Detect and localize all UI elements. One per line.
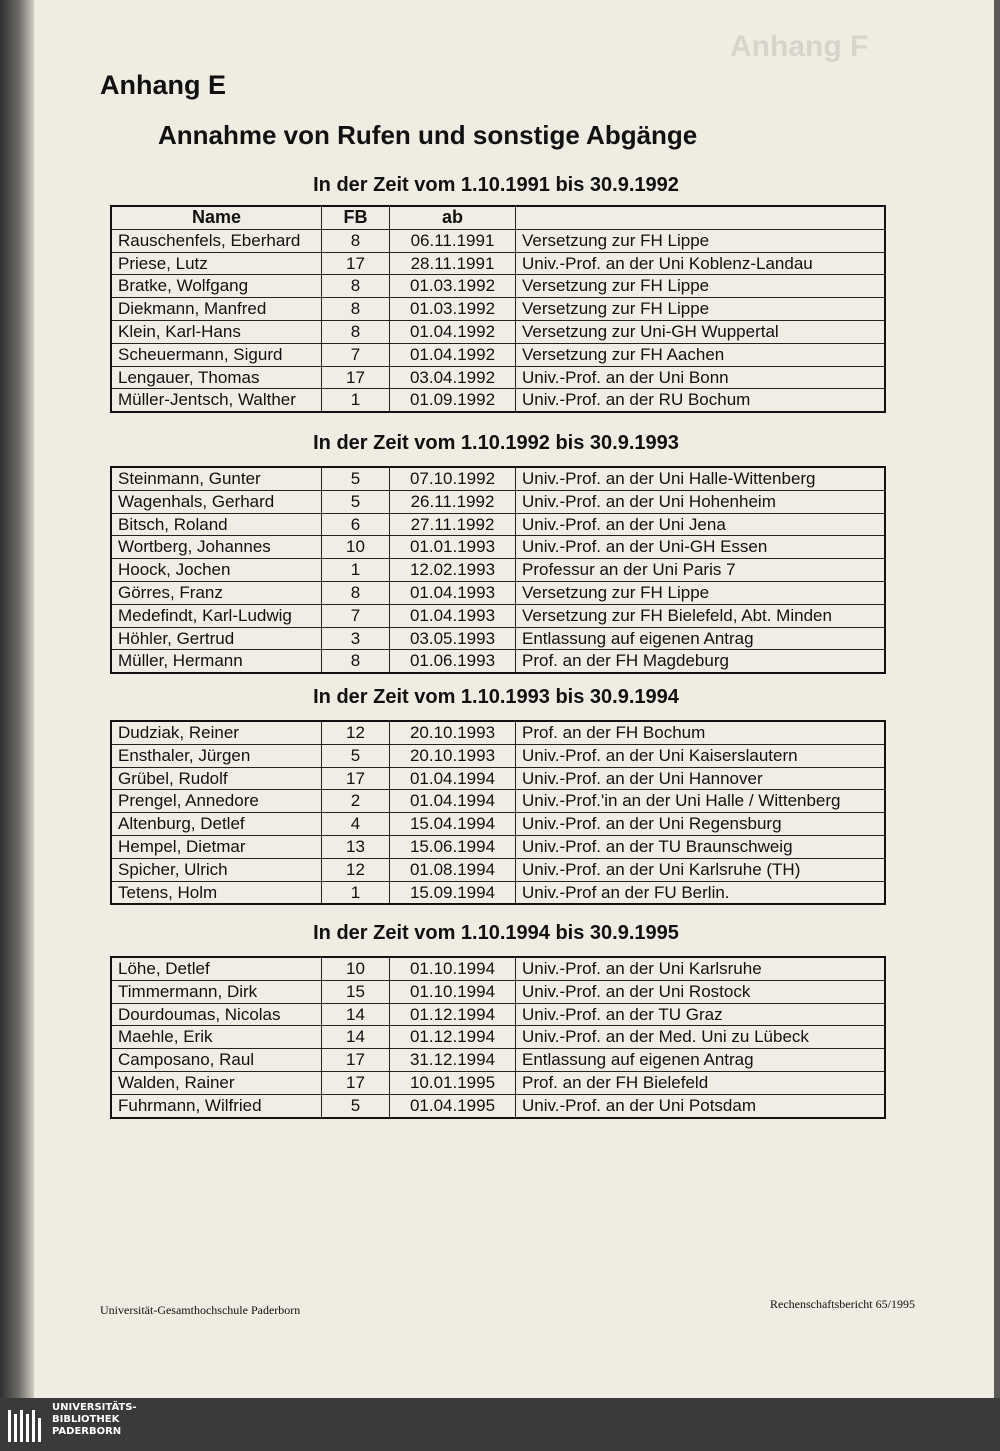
cell-name: Lengauer, Thomas [112,367,322,389]
cell-date: 01.12.1994 [390,1004,516,1026]
cell-note: Univ.-Prof. an der Uni Rostock [522,981,751,1001]
cell-note: Univ.-Prof. an der RU Bochum [522,390,751,410]
cell-name: Wagenhals, Gerhard [112,491,322,513]
departures-table [110,466,886,674]
cell-fb: 1 [322,389,390,411]
library-name [52,1402,137,1438]
header-name: Name [112,207,322,229]
cell-fb: 17 [322,768,390,790]
cell-name: Ensthaler, Jürgen [112,745,322,767]
cell-name: Löhe, Detlef [112,958,322,980]
cell-note: Univ.-Prof. an der Uni Bonn [522,367,729,387]
table-row [112,230,884,253]
cell-date: 01.08.1994 [390,859,516,881]
cell-note: Univ.-Prof. an der Uni Kaiserslautern [522,745,798,765]
table-row [112,605,884,628]
cell-fb: 5 [322,745,390,767]
table-row [112,768,884,791]
cell-date: 01.12.1994 [390,1026,516,1048]
cell-date: 01.09.1992 [390,389,516,411]
departures-table [110,205,886,413]
departures-table [110,956,886,1119]
cell-name: Bratke, Wolfgang [112,275,322,297]
table-row [112,1026,884,1049]
table-row [112,298,884,321]
cell-fb: 17 [322,253,390,275]
table-row [112,1072,884,1095]
cell-fb: 6 [322,514,390,536]
table-row [112,1095,884,1117]
cell-date: 01.04.1994 [390,790,516,812]
bleed-through-heading: Anhang F [730,30,869,63]
cell-name: Altenburg, Detlef [112,813,322,835]
cell-name: Steinmann, Gunter [112,468,322,490]
cell-note: Univ.-Prof. an der Uni Karlsruhe [522,959,762,978]
cell-note: Prof. an der FH Bochum [522,723,706,742]
cell-note: Univ.-Prof. an der Uni Hannover [522,768,763,788]
page-subtitle: Annahme von Rufen und sonstige Abgänge [158,120,698,150]
table-row [112,582,884,605]
table-row [112,559,884,582]
cell-fb: 1 [322,559,390,581]
cell-note: Univ.-Prof. an der Uni Regensburg [522,814,782,834]
cell-fb: 7 [322,344,390,366]
cell-date: 20.10.1993 [390,745,516,767]
cell-note: Univ.-Prof. an der TU Graz [522,1004,723,1024]
cell-note: Versetzung zur FH Lippe [522,230,710,250]
table-row [112,859,884,882]
library-banner [0,1398,1000,1451]
cell-date: 31.12.1994 [390,1049,516,1071]
cell-name: Tetens, Holm [112,882,322,904]
cell-fb: 8 [322,298,390,320]
table-row [112,389,884,411]
footer-report-number: Rechenschaftsbericht 65/1995 [770,1297,915,1311]
cell-note: Versetzung zur FH Lippe [522,276,710,296]
cell-note: Univ.-Prof. an der Uni Hohenheim [522,491,776,511]
cell-note: Entlassung auf eigenen Antrag [522,628,754,648]
cell-fb: 7 [322,605,390,627]
cell-date: 03.04.1992 [390,367,516,389]
table-row [112,514,884,537]
cell-fb: 17 [322,1049,390,1071]
cell-date: 07.10.1992 [390,468,516,490]
cell-fb: 17 [322,1072,390,1094]
cell-date: 01.03.1992 [390,275,516,297]
cell-name: Hempel, Dietmar [112,836,322,858]
footer-institution: Universität-Gesamthochschule Paderborn [100,1303,301,1317]
cell-fb: 1 [322,882,390,904]
cell-name: Grübel, Rudolf [112,768,322,790]
cell-note: Versetzung zur FH Bielefeld, Abt. Minden [522,605,832,625]
cell-fb: 5 [322,1095,390,1117]
book-binding-shadow [0,0,34,1398]
table-row [112,790,884,813]
table-row [112,836,884,859]
library-logo-icon [6,1404,46,1444]
cell-date: 01.04.1994 [390,768,516,790]
cell-note: Versetzung zur FH Lippe [522,299,710,319]
cell-fb: 12 [322,859,390,881]
table-row [112,321,884,344]
table-row [112,491,884,514]
library-line: PADERBORN [52,1426,122,1437]
table-row [112,1049,884,1072]
cell-name: Walden, Rainer [112,1072,322,1094]
table-row [112,650,884,672]
cell-date: 01.04.1995 [390,1095,516,1117]
cell-note: Univ.-Prof. an der TU Braunschweig [522,836,793,856]
table-row [112,958,884,981]
cell-name: Maehle, Erik [112,1026,322,1048]
cell-note: Univ.-Prof. an der Uni Jena [522,514,726,534]
cell-note: Univ.-Prof. an der Uni Koblenz-Landau [522,253,813,273]
departures-table [110,720,886,905]
cell-date: 01.04.1992 [390,344,516,366]
cell-name: Höhler, Gertrud [112,628,322,650]
cell-note: Univ.-Prof. an der Med. Uni zu Lübeck [522,1027,809,1047]
cell-note: Professur an der Uni Paris 7 [522,560,736,580]
cell-date: 01.03.1992 [390,298,516,320]
cell-name: Rauschenfels, Eberhard [112,230,322,252]
cell-fb: 14 [322,1004,390,1026]
header-fb: FB [322,207,390,229]
table-row [112,344,884,367]
table-row [112,628,884,651]
header-note [516,207,884,229]
cell-note: Univ.-Prof.'in an der Uni Halle / Wittenberg [522,791,841,811]
table-row [112,253,884,276]
cell-name: Diekmann, Manfred [112,298,322,320]
cell-name: Priese, Lutz [112,253,322,275]
cell-name: Hoock, Jochen [112,559,322,581]
cell-name: Dourdoumas, Nicolas [112,1004,322,1026]
cell-fb: 8 [322,650,390,672]
cell-fb: 13 [322,836,390,858]
cell-date: 01.01.1993 [390,536,516,558]
cell-name: Dudziak, Reiner [112,722,322,744]
cell-note: Prof. an der FH Bielefeld [522,1072,709,1092]
table-row [112,882,884,904]
cell-name: Spicher, Ulrich [112,859,322,881]
cell-note: Univ.-Prof. an der Uni-GH Essen [522,537,768,557]
table-header-row [112,207,884,230]
cell-note: Univ.-Prof. an der Uni Potsdam [522,1095,756,1115]
cell-date: 01.10.1994 [390,958,516,980]
cell-name: Klein, Karl-Hans [112,321,322,343]
period-heading: In der Zeit vom 1.10.1993 bis 30.9.1994 [313,686,679,708]
cell-date: 20.10.1993 [390,722,516,744]
cell-name: Scheuermann, Sigurd [112,344,322,366]
cell-fb: 8 [322,321,390,343]
cell-fb: 3 [322,628,390,650]
cell-fb: 12 [322,722,390,744]
cell-note: Univ.-Prof. an der Uni Halle-Wittenberg [522,469,816,488]
library-line: UNIVERSITÄTS- [52,1402,137,1413]
cell-note: Versetzung zur Uni-GH Wuppertal [522,321,779,341]
cell-note: Univ.-Prof. an der Uni Karlsruhe (TH) [522,859,801,879]
cell-date: 01.04.1993 [390,605,516,627]
cell-note: Univ.-Prof an der FU Berlin. [522,882,730,902]
cell-date: 27.11.1992 [390,514,516,536]
cell-fb: 10 [322,536,390,558]
cell-date: 01.06.1993 [390,650,516,672]
cell-fb: 8 [322,230,390,252]
cell-date: 01.04.1993 [390,582,516,604]
cell-name: Bitsch, Roland [112,514,322,536]
cell-fb: 5 [322,491,390,513]
cell-date: 15.09.1994 [390,882,516,904]
cell-date: 06.11.1991 [390,230,516,252]
cell-date: 03.05.1993 [390,628,516,650]
table-row [112,468,884,491]
cell-note: Versetzung zur FH Lippe [522,582,710,602]
period-heading: In der Zeit vom 1.10.1994 bis 30.9.1995 [313,922,679,944]
cell-name: Müller-Jentsch, Walther [112,389,322,411]
table-row [112,722,884,745]
table-row [112,536,884,559]
cell-name: Timmermann, Dirk [112,981,322,1003]
cell-name: Camposano, Raul [112,1049,322,1071]
cell-fb: 17 [322,367,390,389]
cell-note: Entlassung auf eigenen Antrag [522,1050,754,1070]
cell-date: 15.06.1994 [390,836,516,858]
cell-note: Versetzung zur FH Aachen [522,344,725,364]
table-row [112,1004,884,1027]
cell-name: Medefindt, Karl-Ludwig [112,605,322,627]
period-heading: In der Zeit vom 1.10.1991 bis 30.9.1992 [313,174,679,196]
header-ab: ab [390,207,516,229]
cell-name: Fuhrmann, Wilfried [112,1095,322,1117]
cell-date: 01.04.1992 [390,321,516,343]
cell-date: 10.01.1995 [390,1072,516,1094]
table-row [112,367,884,390]
cell-fb: 4 [322,813,390,835]
appendix-heading: Anhang E [100,70,226,100]
cell-fb: 8 [322,582,390,604]
cell-date: 15.04.1994 [390,813,516,835]
cell-fb: 8 [322,275,390,297]
cell-name: Müller, Hermann [112,650,322,672]
table-row [112,745,884,768]
cell-name: Görres, Franz [112,582,322,604]
cell-date: 28.11.1991 [390,253,516,275]
cell-name: Wortberg, Johannes [112,536,322,558]
cell-fb: 10 [322,958,390,980]
cell-note: Prof. an der FH Magdeburg [522,651,729,671]
cell-fb: 2 [322,790,390,812]
cell-date: 12.02.1993 [390,559,516,581]
table-row [112,981,884,1004]
page-edge [994,0,1000,1398]
library-line: BIBLIOTHEK [52,1414,120,1425]
period-heading: In der Zeit vom 1.10.1992 bis 30.9.1993 [313,432,679,454]
cell-name: Prengel, Annedore [112,790,322,812]
cell-fb: 14 [322,1026,390,1048]
cell-fb: 15 [322,981,390,1003]
table-row [112,813,884,836]
cell-fb: 5 [322,468,390,490]
cell-date: 26.11.1992 [390,491,516,513]
table-row [112,275,884,298]
cell-date: 01.10.1994 [390,981,516,1003]
